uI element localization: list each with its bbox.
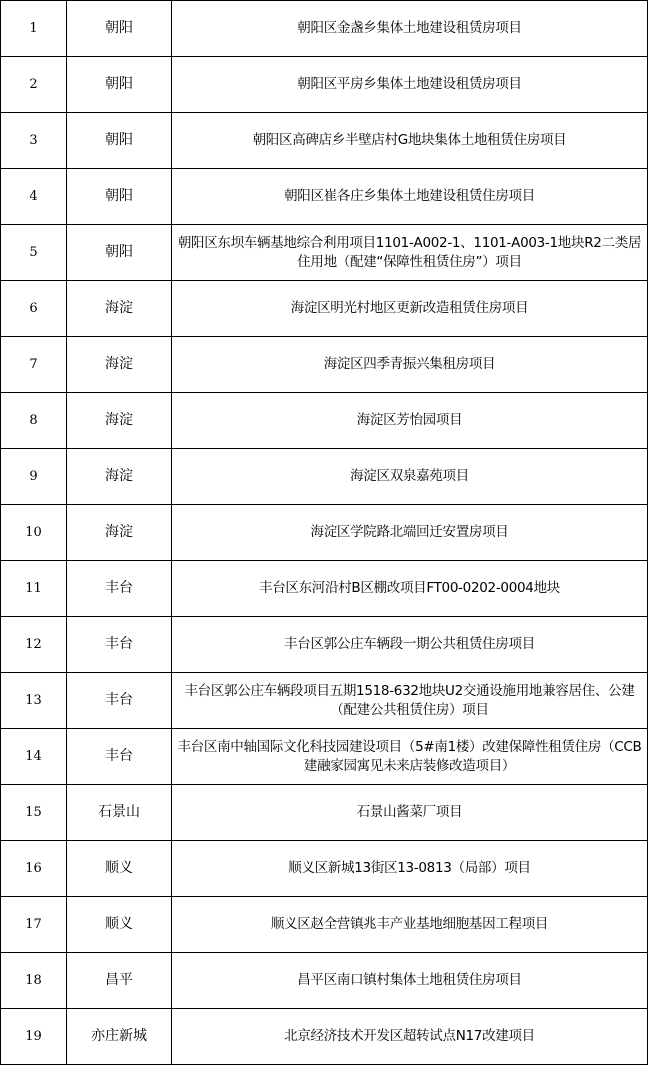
row-number: 3 xyxy=(1,113,67,169)
table-row xyxy=(1,169,648,225)
table-row xyxy=(1,393,648,449)
table-row xyxy=(1,673,648,729)
district-cell: 朝阳 xyxy=(67,57,172,113)
project-name-cell: 海淀区双泉嘉苑项目 xyxy=(172,449,648,505)
table-row xyxy=(1,281,648,337)
table-row xyxy=(1,729,648,785)
project-name-cell: 朝阳区东坝车辆基地综合利用项目1101-A002-1、1101-A003-1地块R2二类居住用地（配建“保障性租赁住房”）项目 xyxy=(172,225,648,281)
row-number: 2 xyxy=(1,57,67,113)
district-cell: 石景山 xyxy=(67,785,172,841)
table-row xyxy=(1,337,648,393)
project-name-cell: 丰台区郭公庄车辆段项目五期1518-632地块U2交通设施用地兼容居住、公建（配建公共租赁住房）项目 xyxy=(172,673,648,729)
row-number: 8 xyxy=(1,393,67,449)
project-name-cell: 顺义区新城13街区13-0813（局部）项目 xyxy=(172,841,648,897)
row-number: 15 xyxy=(1,785,67,841)
table-row xyxy=(1,1009,648,1065)
project-name-cell: 丰台区东河沿村B区棚改项目FT00-0202-0004地块 xyxy=(172,561,648,617)
district-cell: 丰台 xyxy=(67,617,172,673)
district-cell: 丰台 xyxy=(67,561,172,617)
district-cell: 海淀 xyxy=(67,393,172,449)
district-cell: 海淀 xyxy=(67,337,172,393)
project-name-cell: 石景山酱菜厂项目 xyxy=(172,785,648,841)
district-cell: 朝阳 xyxy=(67,1,172,57)
row-number: 9 xyxy=(1,449,67,505)
row-number: 12 xyxy=(1,617,67,673)
district-cell: 丰台 xyxy=(67,729,172,785)
district-cell: 亦庄新城 xyxy=(67,1009,172,1065)
project-name-cell: 丰台区郭公庄车辆段一期公共租赁住房项目 xyxy=(172,617,648,673)
table-row xyxy=(1,953,648,1009)
row-number: 19 xyxy=(1,1009,67,1065)
table-row xyxy=(1,897,648,953)
district-cell: 朝阳 xyxy=(67,225,172,281)
table-row xyxy=(1,113,648,169)
row-number: 10 xyxy=(1,505,67,561)
table-row xyxy=(1,505,648,561)
table-row xyxy=(1,449,648,505)
district-cell: 朝阳 xyxy=(67,113,172,169)
project-name-cell: 海淀区芳怡园项目 xyxy=(172,393,648,449)
table-row xyxy=(1,561,648,617)
table-row xyxy=(1,841,648,897)
row-number: 17 xyxy=(1,897,67,953)
project-name-cell: 丰台区南中轴国际文化科技园建设项目（5#南1楼）改建保障性租赁住房（CCB建融家园寓见未来店装修改造项目） xyxy=(172,729,648,785)
row-number: 6 xyxy=(1,281,67,337)
row-number: 14 xyxy=(1,729,67,785)
row-number: 5 xyxy=(1,225,67,281)
project-name-cell: 朝阳区平房乡集体土地建设租赁房项目 xyxy=(172,57,648,113)
table-row xyxy=(1,617,648,673)
project-name-cell: 海淀区明光村地区更新改造租赁住房项目 xyxy=(172,281,648,337)
district-cell: 朝阳 xyxy=(67,169,172,225)
district-cell: 丰台 xyxy=(67,673,172,729)
table-body xyxy=(1,1,648,1065)
district-cell: 顺义 xyxy=(67,841,172,897)
row-number: 13 xyxy=(1,673,67,729)
project-name-cell: 海淀区四季青振兴集租房项目 xyxy=(172,337,648,393)
project-name-cell: 海淀区学院路北端回迁安置房项目 xyxy=(172,505,648,561)
project-name-cell: 朝阳区崔各庄乡集体土地建设租赁住房项目 xyxy=(172,169,648,225)
project-name-cell: 昌平区南口镇村集体土地租赁住房项目 xyxy=(172,953,648,1009)
table-row xyxy=(1,785,648,841)
district-cell: 海淀 xyxy=(67,281,172,337)
district-cell: 顺义 xyxy=(67,897,172,953)
table-row xyxy=(1,1,648,57)
row-number: 4 xyxy=(1,169,67,225)
row-number: 18 xyxy=(1,953,67,1009)
table-row xyxy=(1,225,648,281)
district-cell: 海淀 xyxy=(67,505,172,561)
district-cell: 昌平 xyxy=(67,953,172,1009)
project-name-cell: 北京经济技术开发区超转试点N17改建项目 xyxy=(172,1009,648,1065)
row-number: 11 xyxy=(1,561,67,617)
project-name-cell: 朝阳区高碑店乡半壁店村G地块集体土地租赁住房项目 xyxy=(172,113,648,169)
row-number: 16 xyxy=(1,841,67,897)
district-cell: 海淀 xyxy=(67,449,172,505)
project-name-cell: 顺义区赵全营镇兆丰产业基地细胞基因工程项目 xyxy=(172,897,648,953)
row-number: 7 xyxy=(1,337,67,393)
project-name-cell: 朝阳区金盏乡集体土地建设租赁房项目 xyxy=(172,1,648,57)
table-row xyxy=(1,57,648,113)
row-number: 1 xyxy=(1,1,67,57)
